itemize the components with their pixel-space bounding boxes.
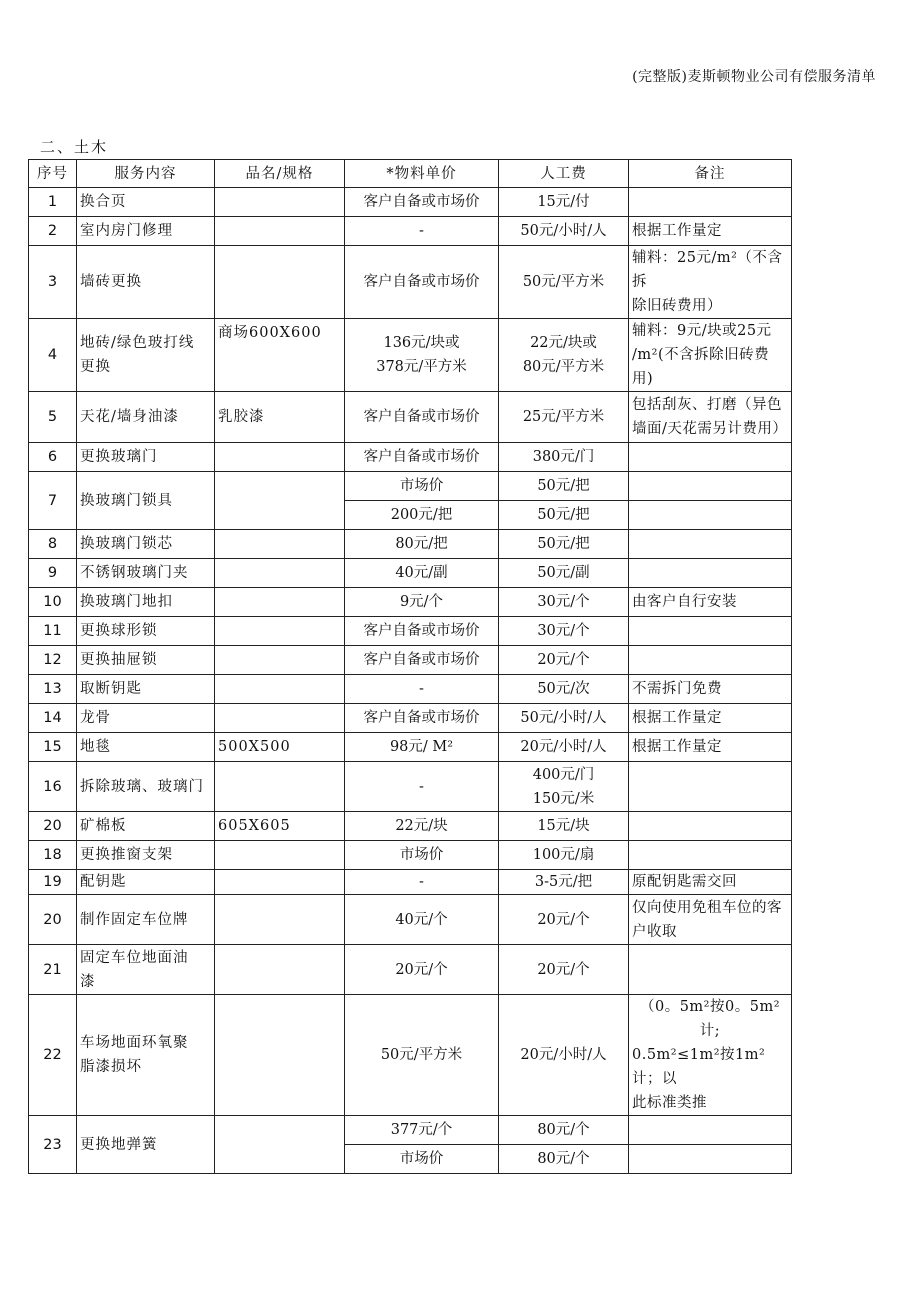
header-material-price: *物料单价 — [345, 160, 499, 188]
cell-note: 根据工作量定 — [629, 217, 792, 246]
labor-line: 400元/门 — [532, 766, 595, 783]
cell-material: 50元/平方米 — [345, 995, 499, 1116]
table-row — [29, 530, 792, 559]
cell-material: 40元/副 — [345, 559, 499, 588]
header-service: 服务内容 — [77, 160, 215, 188]
table-row — [29, 995, 792, 1116]
note-line: 墙面/天花需另计费用） — [632, 421, 788, 437]
cell-note — [629, 646, 792, 675]
cell-material: 22元/块 — [345, 812, 499, 841]
cell-material: 客户自备或市场价 — [345, 704, 499, 733]
note-line: 0.5m²≤1m²按1m²计；以 — [632, 1047, 766, 1087]
table-row — [29, 733, 792, 762]
table-row — [29, 895, 792, 945]
cell-no: 13 — [29, 675, 77, 704]
cell-spec — [215, 443, 345, 472]
cell-note — [629, 895, 792, 945]
cell-service: 矿棉板 — [77, 812, 215, 841]
labor-line: 80元/平方米 — [522, 359, 605, 375]
cell-material: 市场价 — [345, 841, 499, 870]
table-row — [29, 870, 792, 895]
cell-service: 制作固定车位牌 — [77, 895, 215, 945]
cell-material: 客户自备或市场价 — [345, 646, 499, 675]
cell-material: - — [345, 870, 499, 895]
note-line: 包括刮灰、打磨（异色 — [632, 397, 782, 413]
note-line: 辅料：25元/m²（不含拆 — [632, 250, 783, 290]
cell-service: 龙骨 — [77, 704, 215, 733]
cell-no: 1 — [29, 188, 77, 217]
cell-labor: 50元/次 — [499, 675, 629, 704]
note-line: 辅料：9元/块或25元 — [632, 323, 772, 339]
cell-note — [629, 188, 792, 217]
cell-spec — [215, 646, 345, 675]
cell-material: 客户自备或市场价 — [345, 443, 499, 472]
cell-no: 14 — [29, 704, 77, 733]
table-header-row — [29, 160, 792, 188]
cell-spec: 500X500 — [215, 733, 345, 762]
cell-note — [629, 617, 792, 646]
header-labor-fee: 人工费 — [499, 160, 629, 188]
cell-labor: 50元/平方米 — [499, 246, 629, 319]
note-line: （0。5m²按0。5m²计; — [639, 999, 781, 1039]
cell-material: - — [345, 675, 499, 704]
cell-no: 19 — [29, 870, 77, 895]
cell-material: 9元/个 — [345, 588, 499, 617]
cell-labor: 25元/平方米 — [499, 392, 629, 443]
cell-note — [629, 995, 792, 1116]
cell-service: 配钥匙 — [77, 870, 215, 895]
table-row — [29, 617, 792, 646]
cell-spec: 605X605 — [215, 812, 345, 841]
table-row — [29, 443, 792, 472]
cell-service: 不锈钢玻璃门夹 — [77, 559, 215, 588]
cell-service: 换玻璃门锁具 — [77, 472, 215, 530]
table-row — [29, 812, 792, 841]
cell-spec — [215, 530, 345, 559]
cell-material: 20元/个 — [345, 945, 499, 995]
cell-no: 16 — [29, 762, 77, 812]
cell-note — [629, 392, 792, 443]
cell-material: 80元/把 — [345, 530, 499, 559]
service-line: 更换 — [80, 359, 111, 375]
cell-service: 拆除玻璃、玻璃门 — [77, 762, 215, 812]
cell-spec — [215, 675, 345, 704]
cell-spec — [215, 246, 345, 319]
cell-labor — [499, 319, 629, 392]
cell-labor: 20元/小时/人 — [499, 995, 629, 1116]
cell-material: 40元/个 — [345, 895, 499, 945]
cell-labor: 100元/扇 — [499, 841, 629, 870]
table-row — [29, 246, 792, 319]
cell-labor: 20元/个 — [499, 895, 629, 945]
cell-service — [77, 319, 215, 392]
cell-no: 6 — [29, 443, 77, 472]
cell-spec — [215, 1116, 345, 1174]
cell-labor: 80元/个 — [499, 1145, 629, 1174]
cell-note: 不需拆门免费 — [629, 675, 792, 704]
cell-service: 换合页 — [77, 188, 215, 217]
cell-no: 22 — [29, 995, 77, 1116]
cell-no: 20 — [29, 812, 77, 841]
cell-service: 更换地弹簧 — [77, 1116, 215, 1174]
cell-spec — [215, 841, 345, 870]
cell-labor: 50元/小时/人 — [499, 704, 629, 733]
cell-note — [629, 472, 792, 501]
cell-service: 天花/墙身油漆 — [77, 392, 215, 443]
table-row — [29, 675, 792, 704]
table-row — [29, 392, 792, 443]
cell-labor: 50元/小时/人 — [499, 217, 629, 246]
labor-line: 22元/块或 — [530, 335, 597, 351]
cell-no: 8 — [29, 530, 77, 559]
cell-no: 11 — [29, 617, 77, 646]
table-row — [29, 945, 792, 995]
service-line: 车场地面环氧聚 — [80, 1035, 189, 1051]
cell-material: 200元/把 — [345, 501, 499, 530]
cell-material: 市场价 — [345, 472, 499, 501]
note-line: 仅向使用免租车位的客 — [632, 899, 782, 916]
cell-note: 根据工作量定 — [629, 733, 792, 762]
cell-material: - — [345, 762, 499, 812]
cell-no: 2 — [29, 217, 77, 246]
cell-service: 换玻璃门锁芯 — [77, 530, 215, 559]
table-row — [29, 762, 792, 812]
header-note: 备注 — [629, 160, 792, 188]
cell-material — [345, 319, 499, 392]
cell-no: 18 — [29, 841, 77, 870]
cell-no: 20 — [29, 895, 77, 945]
cell-spec — [215, 188, 345, 217]
cell-spec — [215, 895, 345, 945]
cell-material: 市场价 — [345, 1145, 499, 1174]
labor-line: 150元/米 — [532, 790, 595, 807]
table-row — [29, 841, 792, 870]
cell-labor: 50元/把 — [499, 501, 629, 530]
cell-spec — [215, 762, 345, 812]
cell-labor: 15元/付 — [499, 188, 629, 217]
cell-spec — [215, 617, 345, 646]
table-row — [29, 217, 792, 246]
cell-labor: 30元/个 — [499, 617, 629, 646]
cell-note — [629, 812, 792, 841]
cell-spec — [215, 472, 345, 530]
cell-labor: 20元/个 — [499, 945, 629, 995]
cell-service — [77, 945, 215, 995]
cell-labor: 30元/个 — [499, 588, 629, 617]
cell-note: 原配钥匙需交回 — [629, 870, 792, 895]
cell-note — [629, 945, 792, 995]
cell-no: 4 — [29, 319, 77, 392]
note-line: 户收取 — [632, 923, 677, 940]
service-line: 地砖/绿色玻打线 — [80, 335, 195, 351]
cell-spec — [215, 588, 345, 617]
cell-note: 根据工作量定 — [629, 704, 792, 733]
table-row — [29, 704, 792, 733]
cell-note — [629, 1145, 792, 1174]
cell-note — [629, 559, 792, 588]
cell-spec: 商场600X600 — [215, 319, 345, 392]
cell-spec: 乳胶漆 — [215, 392, 345, 443]
cell-service — [77, 995, 215, 1116]
cell-service: 室内房门修理 — [77, 217, 215, 246]
cell-service: 更换玻璃门 — [77, 443, 215, 472]
cell-labor: 80元/个 — [499, 1116, 629, 1145]
document-header-title: (完整版)麦斯顿物业公司有偿服务清单 — [632, 69, 876, 85]
cell-no: 15 — [29, 733, 77, 762]
cell-labor — [499, 762, 629, 812]
cell-no: 12 — [29, 646, 77, 675]
table-row — [29, 646, 792, 675]
note-line: 此标准类推 — [632, 1095, 707, 1111]
cell-labor: 50元/把 — [499, 472, 629, 501]
table-row — [29, 559, 792, 588]
cell-note — [629, 319, 792, 392]
cell-no: 21 — [29, 945, 77, 995]
cell-material: 客户自备或市场价 — [345, 246, 499, 319]
cell-no: 10 — [29, 588, 77, 617]
cell-service: 更换球形锁 — [77, 617, 215, 646]
cell-note: 由客户自行安装 — [629, 588, 792, 617]
cell-material: 客户自备或市场价 — [345, 617, 499, 646]
cell-note — [629, 1116, 792, 1145]
cell-note — [629, 762, 792, 812]
cell-service: 取断钥匙 — [77, 675, 215, 704]
service-line: 固定车位地面油 — [80, 949, 189, 966]
table-row — [29, 319, 792, 392]
cell-note — [629, 246, 792, 319]
cell-material: 客户自备或市场价 — [345, 392, 499, 443]
cell-spec — [215, 217, 345, 246]
service-line: 脂漆损坏 — [80, 1059, 142, 1075]
cell-labor: 50元/把 — [499, 530, 629, 559]
cell-spec — [215, 945, 345, 995]
cell-service: 换玻璃门地扣 — [77, 588, 215, 617]
cell-note — [629, 501, 792, 530]
cell-labor: 15元/块 — [499, 812, 629, 841]
cell-service: 更换抽屉锁 — [77, 646, 215, 675]
cell-service: 更换推窗支架 — [77, 841, 215, 870]
cell-no: 9 — [29, 559, 77, 588]
table-row — [29, 472, 792, 501]
service-line: 漆 — [80, 973, 96, 990]
cell-labor: 20元/个 — [499, 646, 629, 675]
note-line: /m²(不含拆除旧砖费用) — [632, 347, 770, 387]
cell-labor: 380元/门 — [499, 443, 629, 472]
cell-material: 客户自备或市场价 — [345, 188, 499, 217]
cell-labor: 3-5元/把 — [499, 870, 629, 895]
cell-note — [629, 443, 792, 472]
cell-no: 23 — [29, 1116, 77, 1174]
cell-material: 98元/ M² — [345, 733, 499, 762]
cell-spec — [215, 704, 345, 733]
cell-labor: 50元/副 — [499, 559, 629, 588]
note-line: 除旧砖费用） — [632, 298, 722, 314]
material-line: 136元/块或 — [383, 335, 460, 351]
cell-spec — [215, 995, 345, 1116]
cell-note — [629, 530, 792, 559]
cell-spec — [215, 559, 345, 588]
paid-service-table — [28, 159, 792, 1174]
material-line: 378元/平方米 — [376, 359, 467, 375]
cell-material: 377元/个 — [345, 1116, 499, 1145]
cell-material: - — [345, 217, 499, 246]
cell-service: 地毯 — [77, 733, 215, 762]
cell-spec — [215, 870, 345, 895]
cell-service: 墙砖更换 — [77, 246, 215, 319]
section-title: 二、土木 — [40, 138, 109, 156]
table-row — [29, 588, 792, 617]
cell-no: 3 — [29, 246, 77, 319]
table-row — [29, 1116, 792, 1145]
table-row — [29, 188, 792, 217]
cell-note — [629, 841, 792, 870]
cell-labor: 20元/小时/人 — [499, 733, 629, 762]
header-no: 序号 — [29, 160, 77, 188]
header-spec: 品名/规格 — [215, 160, 345, 188]
cell-no: 7 — [29, 472, 77, 530]
cell-no: 5 — [29, 392, 77, 443]
